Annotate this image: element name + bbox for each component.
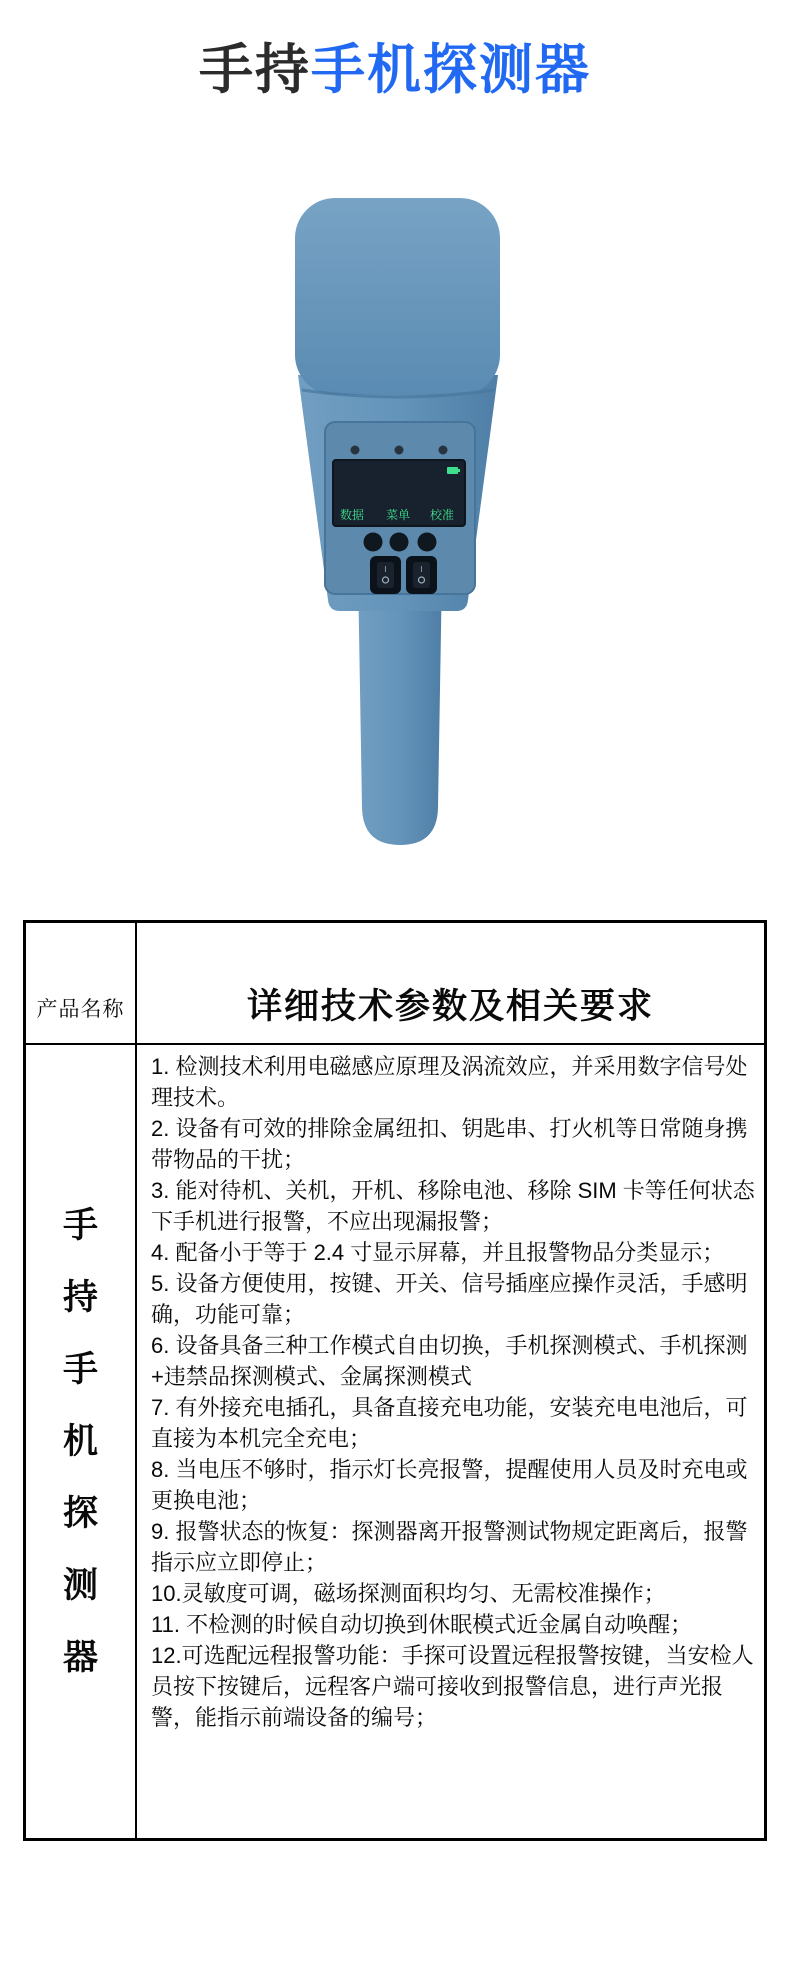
device-handle: [358, 570, 442, 845]
device-button: [364, 533, 383, 552]
spec-item: 10.灵敏度可调，磁场探测面积均匀、无需校准操作；: [151, 1581, 666, 1606]
spec-item: 5. 设备方便使用，按键、开关、信号插座应操作灵活，手感明确，功能可靠；: [151, 1271, 748, 1327]
device-button: [418, 533, 437, 552]
spec-table-body-row: [26, 1045, 764, 1838]
spec-item: 9. 报警状态的恢复：探测器离开报警测试物规定距离后，报警指示应立即停止；: [151, 1519, 748, 1575]
indicator-dot: [439, 446, 448, 455]
spec-table-header-row: [26, 923, 764, 1045]
screen-label-menu: 菜单: [385, 508, 411, 522]
product-name-vertical: [26, 1045, 137, 1838]
device-button: [390, 533, 409, 552]
spec-item: 12.可选配远程报警功能：手探可设置远程报警按键，当安检人员按下按键后，远程客户端可接收到报警信息，进行声光报警，能指示前端设备的编号；: [151, 1643, 754, 1730]
product-name-char: 手: [62, 1206, 98, 1245]
product-name-header-cell: 产品名称: [26, 923, 137, 1043]
power-switch: [370, 556, 401, 594]
product-name-char: 器: [62, 1638, 98, 1677]
product-name-char: 测: [62, 1566, 98, 1605]
product-name-char: 持: [62, 1278, 98, 1317]
device-head: [295, 198, 500, 395]
svg-text:I: I: [384, 565, 387, 574]
spec-item: 1. 检测技术利用电磁感应原理及涡流效应，并采用数字信号处理技术。: [151, 1054, 748, 1110]
spec-table: [23, 920, 767, 1841]
spec-item: 3. 能对待机、关机，开机、移除电池、移除 SIM 卡等任何状态下手机进行报警，不应出现漏报警；: [151, 1178, 755, 1234]
product-name-char: 探: [62, 1494, 98, 1533]
indicator-dot: [351, 446, 360, 455]
product-image: [230, 150, 560, 860]
handheld-detector-illustration: [230, 150, 560, 860]
spec-item: 6. 设备具备三种工作模式自由切换，手机探测模式、手机探测+违禁品探测模式、金属探测模式: [151, 1333, 748, 1389]
screen-label-calibrate: 校准: [429, 508, 455, 522]
page-title: [0, 38, 790, 103]
spec-item: 7. 有外接充电插孔，具备直接充电功能，安装充电电池后，可直接为本机完全充电；: [151, 1395, 748, 1451]
indicator-dot: [395, 446, 404, 455]
specs-title-header-cell: 详细技术参数及相关要求: [246, 987, 654, 1026]
screen-label-data: 数据: [339, 508, 365, 522]
product-name-char: 机: [62, 1422, 98, 1461]
svg-text:I: I: [420, 565, 423, 574]
page-title-prefix: 手持: [199, 40, 311, 100]
spec-item: 2. 设备有可效的排除金属纽扣、钥匙串、打火机等日常随身携带物品的干扰；: [151, 1116, 748, 1172]
spec-item: 4. 配备小于等于 2.4 寸显示屏幕，并且报警物品分类显示；: [151, 1240, 725, 1265]
spec-item: 11. 不检测的时候自动切换到休眠模式近金属自动唤醒；: [151, 1612, 693, 1637]
spec-list: [137, 1045, 764, 1838]
spec-item: 8. 当电压不够时，指示灯长亮报警，提醒使用人员及时充电或更换电池；: [151, 1457, 748, 1513]
page-title-highlight: 手机探测器: [311, 40, 591, 100]
product-name-char: 手: [62, 1350, 98, 1389]
power-switch: [406, 556, 437, 594]
